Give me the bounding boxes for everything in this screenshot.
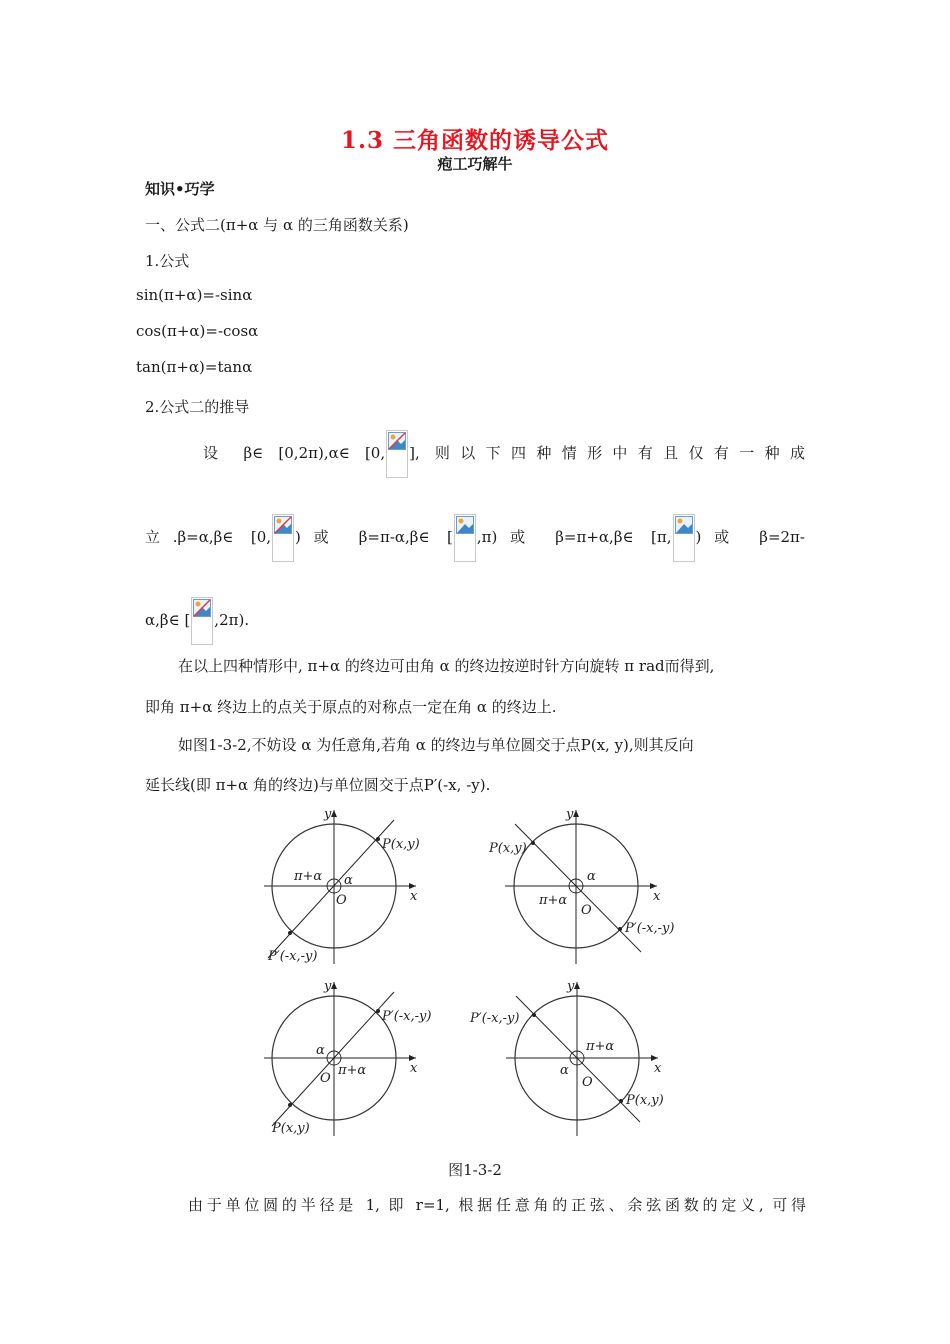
- item2-heading: 2.公式二的推导: [145, 398, 250, 416]
- derivation-text: α,β∈ [: [145, 611, 191, 629]
- pi-alpha-label: π+α: [338, 1063, 367, 1078]
- derivation-line-1: [203, 430, 805, 478]
- figure-caption: 图1-3-2: [448, 1161, 502, 1179]
- origin-label: O: [336, 893, 347, 908]
- broken-image-icon: [386, 430, 408, 478]
- para1-line1: 在以上四种情形中, π+α 的终边可由角 α 的终边按逆时针方向旋转 π rad而得到,: [178, 657, 715, 675]
- alpha-label: α: [560, 1063, 569, 1078]
- point-p-prime-label: P′(-x,-y): [470, 1011, 520, 1026]
- axis-y-label: y: [324, 979, 332, 994]
- derivation-text: 设 β∈ [0,2π),α∈ [0,: [203, 444, 386, 462]
- origin-label: O: [581, 903, 592, 918]
- section-heading: 知识•巧学: [145, 180, 215, 198]
- broken-image-icon: [673, 514, 695, 562]
- axis-y-label: y: [567, 979, 575, 994]
- formula-cos: cos(π+α)=-cosα: [136, 322, 259, 340]
- axis-x-label: x: [653, 889, 661, 904]
- pi-alpha-label: π+α: [294, 869, 323, 884]
- para2-line1: 如图1-3-2,不妨设 α 为任意角,若角 α 的终边与单位圆交于点P(x, y),则其反向: [178, 736, 694, 754]
- axis-x-label: x: [654, 1061, 662, 1076]
- para2-line2: 延长线(即 π+α 角的终边)与单位圆交于点P′(-x, -y).: [145, 776, 491, 794]
- derivation-text: ,2π).: [214, 611, 250, 629]
- formula-tan: tan(π+α)=tanα: [136, 358, 253, 376]
- alpha-label: α: [316, 1043, 325, 1058]
- pi-alpha-label: π+α: [539, 893, 568, 908]
- page-subtitle: 疱工巧解牛: [437, 155, 513, 173]
- unit-circle-figure-3: [258, 972, 448, 1142]
- point-p-prime-label: P′(-x,-y): [382, 1009, 432, 1024]
- broken-image-icon: [191, 597, 213, 645]
- formula-sin: sin(π+α)=-sinα: [136, 286, 253, 304]
- para3-line1: [188, 1194, 806, 1215]
- origin-label: O: [320, 1071, 331, 1086]
- point-p-label: P(x,y): [489, 841, 527, 856]
- axis-y-label: y: [324, 807, 332, 822]
- derivation-text: ], 则以下四种情形中有且仅有一种成: [409, 444, 805, 462]
- unit-circle-figure-1: [258, 800, 438, 970]
- para3-text: 由于单位圆的半径是 1, 即 r=1, 根据任意角的正弦、余弦函数的定义, 可得: [188, 1196, 806, 1214]
- page-title: 1.3 三角函数的诱导公式: [340, 127, 610, 154]
- point-p-label: P(x,y): [382, 837, 420, 852]
- origin-label: O: [582, 1075, 593, 1090]
- pi-alpha-label: π+α: [586, 1039, 615, 1054]
- derivation-line-2: [145, 514, 805, 562]
- para1-line2: 即角 π+α 终边上的点关于原点的对称点一定在角 α 的终边上.: [145, 698, 557, 716]
- broken-image-icon: [272, 514, 294, 562]
- unit-circle-figure-2: [485, 800, 695, 970]
- point-p-prime-label: P′(-x,-y): [268, 949, 318, 964]
- broken-image-icon: [454, 514, 476, 562]
- point-p-prime-label: P′(-x,-y): [625, 921, 675, 936]
- derivation-text: )或 β=2π-: [695, 528, 805, 546]
- derivation-line-3: [145, 597, 249, 645]
- axis-y-label: y: [566, 807, 574, 822]
- part1-heading: 一、公式二(π+α 与 α 的三角函数关系): [145, 216, 409, 234]
- point-p-label: P(x,y): [272, 1121, 310, 1136]
- alpha-label: α: [587, 869, 596, 884]
- axis-x-label: x: [410, 889, 418, 904]
- item1-heading: 1.公式: [145, 252, 190, 270]
- derivation-text: ,π)或 β=π+α,β∈ [π,: [476, 528, 672, 546]
- unit-circle-figure-4: [468, 972, 694, 1142]
- derivation-text: 立.β=α,β∈ [0,: [145, 528, 272, 546]
- axis-x-label: x: [410, 1061, 418, 1076]
- point-p-label: P(x,y): [626, 1093, 664, 1108]
- derivation-text: )或 β=π-α,β∈ [: [295, 528, 453, 546]
- alpha-label: α: [344, 873, 353, 888]
